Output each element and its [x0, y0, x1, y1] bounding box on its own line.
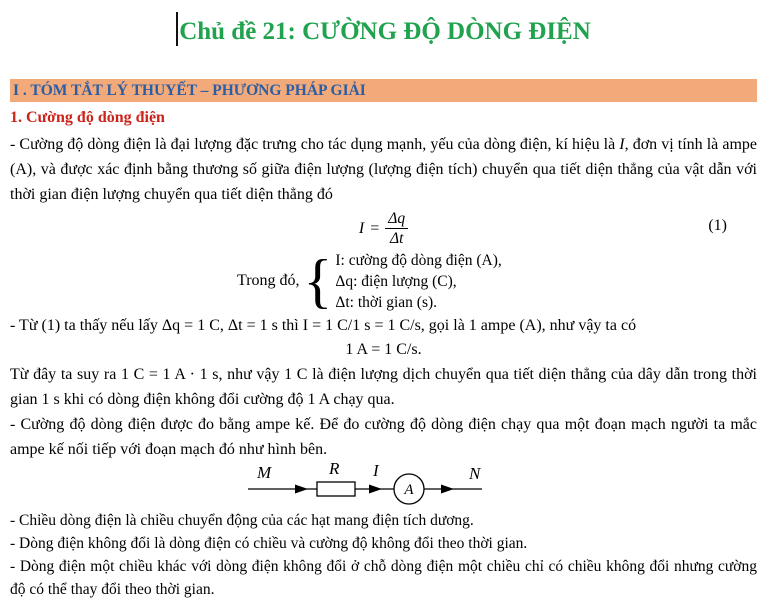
- resistor-label: R: [329, 460, 340, 478]
- current-label: I: [373, 461, 379, 480]
- ammeter-label: A: [404, 482, 414, 498]
- equation-current: [10, 207, 757, 249]
- paragraph-coulomb: Từ đây ta suy ra 1 C = 1 A · 1 s, như vậy 1 C là điện lượng dịch chuyển qua tiết diện thẳng của dây dẫn trong thời gian 1 s khi có dòng điện không đổi cường độ 1 A chạy qua.: [10, 366, 757, 408]
- equation-legend: [237, 249, 757, 313]
- definition-post: , đơn vị tính là ampe (A), và được xác định bằng thương số giữa điện lượng (lượng điện tích) chuyển qua tiết diện thẳng của vật dẫn với thời gian điện lượng chuyển qua tiết diện thẳng đó: [10, 136, 757, 203]
- left-brace-icon: {: [303, 248, 333, 314]
- fraction: [385, 209, 408, 248]
- legend-line-current: I: cường độ dòng điện (A),: [335, 251, 502, 269]
- legend-line-charge: Δq: điện lượng (C),: [335, 272, 457, 290]
- paragraph-current-definition: [10, 132, 757, 207]
- equals-sign: =: [370, 219, 380, 237]
- page-title: [10, 12, 757, 52]
- legend-lines: [335, 250, 501, 313]
- bullet-list: [10, 509, 757, 601]
- section-heading-text: I . TÓM TẮT LÝ THUYẾT – PHƯƠNG PHÁP GIẢI: [13, 82, 366, 99]
- ampere-equation: 1 A = 1 C/s.: [345, 341, 422, 358]
- equation-lhs: I: [358, 219, 365, 237]
- section-heading-banner: [10, 79, 757, 102]
- equation-number: (1): [708, 217, 727, 234]
- text-caret-icon: [176, 12, 178, 46]
- current-arrow-icon: [295, 485, 308, 494]
- definition-pre: - Cường độ dòng điện là đại lượng đặc trưng cho tác dụng mạnh, yếu của dòng điện, kí hiệu là: [10, 136, 620, 153]
- current-symbol: I: [619, 136, 625, 153]
- bullet-current-direction: - Chiều dòng điện là chiều chuyển động của các hạt mang điện tích dương.: [10, 512, 474, 529]
- paragraph-from-equation-1: - Từ (1) ta thấy nếu lấy Δq = 1 C, Δt = 1 s thì I = 1 C/1 s = 1 C/s, gọi là 1 ampe (A), như vậy ta có: [10, 317, 637, 334]
- legend-label: Trong đó,: [237, 272, 300, 289]
- circuit-figure: [245, 460, 757, 506]
- circuit-diagram: [245, 460, 495, 506]
- node-m-label: M: [257, 463, 272, 482]
- page-title-text: Chủ đề 21: CƯỜNG ĐỘ DÒNG ĐIỆN: [179, 18, 591, 45]
- equation-body: [359, 209, 408, 248]
- fraction-denominator: Δt: [389, 230, 404, 247]
- current-arrow-icon: [441, 485, 454, 494]
- paragraph-ammeter: - Cường độ dòng điện được đo bằng ampe kế. Để đo cường độ dòng điện chạy qua một đoạn mạch người ta mắc ampe kế nối tiếp với đoạn mạch đó như hình bên.: [10, 416, 757, 458]
- current-arrow-icon: [369, 485, 382, 494]
- fraction-numerator: Δq: [385, 209, 408, 229]
- resistor-symbol: [317, 482, 355, 496]
- node-n-label: N: [469, 464, 481, 483]
- bullet-constant-current: - Dòng điện không đổi là dòng điện có chiều và cường độ không đổi theo thời gian.: [10, 535, 528, 552]
- subsection-heading: 1. Cường độ dòng điện: [10, 109, 165, 126]
- bullet-direct-current: - Dòng điện một chiều khác với dòng điện không đổi ở chỗ dòng điện một chiều chỉ có chiều không đổi nhưng cường độ có thể thay đổi theo thời gian.: [10, 558, 757, 598]
- legend-line-time: Δt: thời gian (s).: [335, 293, 438, 311]
